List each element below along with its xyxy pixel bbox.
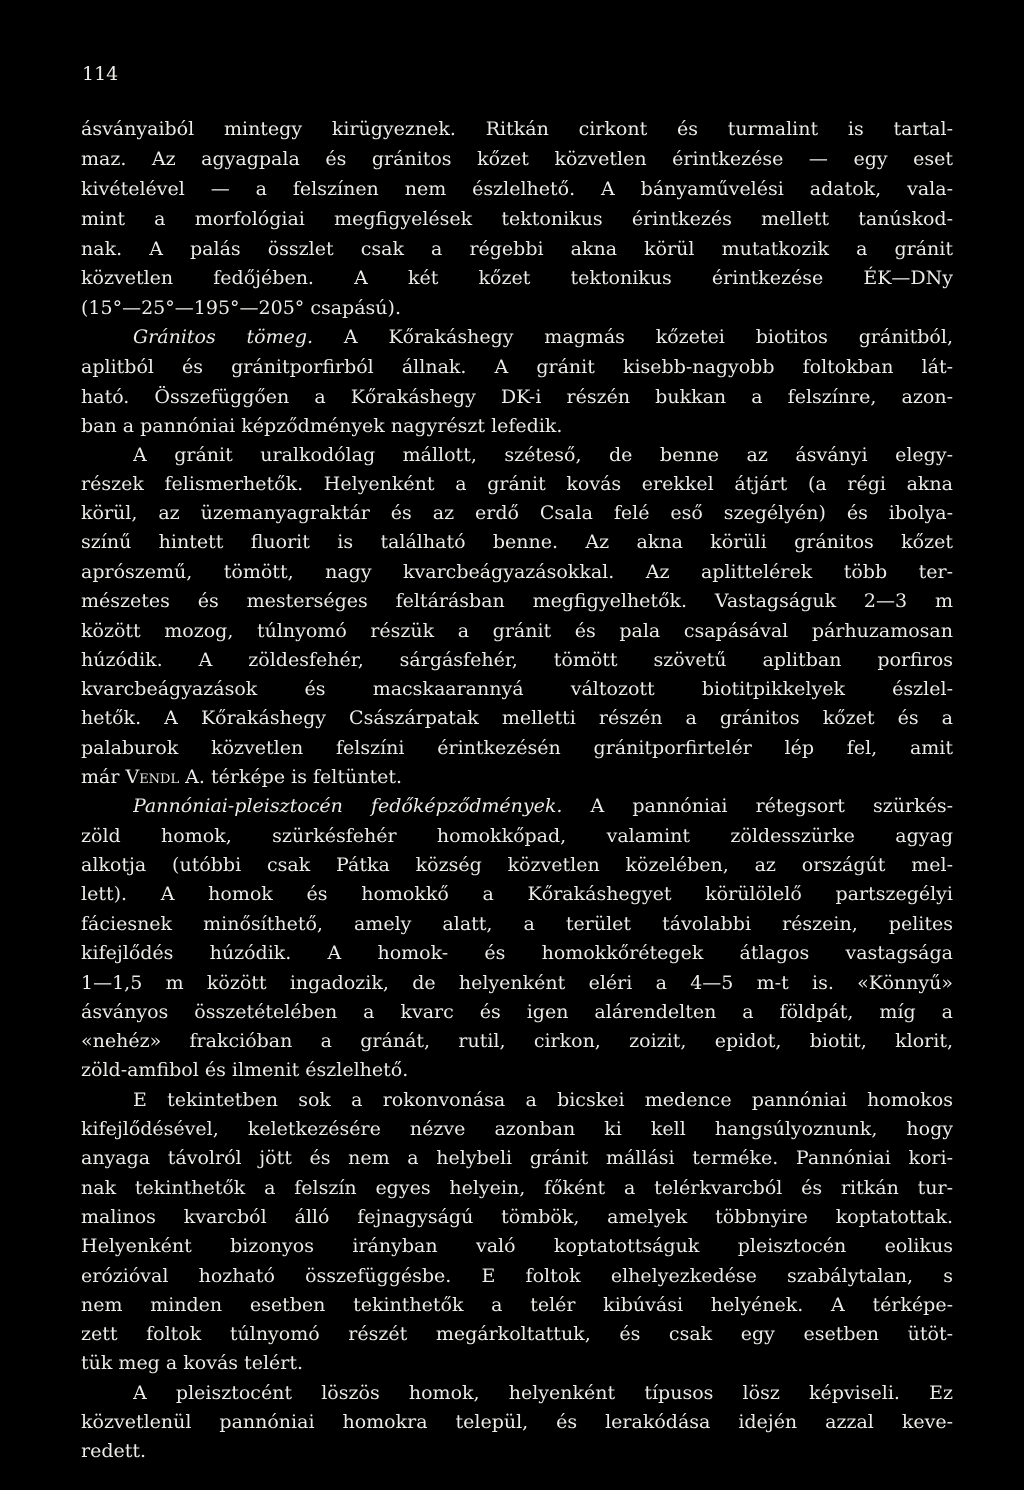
text-line: kifejlődésével, keletkezésére nézve azonban ki kell hangsúlyoznunk, hogy: [81, 1118, 953, 1140]
text-line: színű hintett fluorit is található benne. Az akna körüli gránitos kőzet: [81, 531, 953, 553]
text-line: alkotja (utóbbi csak Pátka község közvetlen közelében, az országút mel-: [81, 854, 953, 876]
text-span: A pannóniai rétegsort szürkés-: [562, 795, 953, 817]
text-span: A Kőrakáshegy magmás kőzetei biotitos gránitból,: [313, 326, 953, 348]
text-line: zöld-amfibol és ilmenit észlelhető.: [81, 1059, 409, 1081]
page-number: 114: [82, 63, 119, 85]
section-heading-pannonian: Pannóniai-pleisztocén fedőképződmények.: [133, 795, 563, 817]
text-line: kifejlődés húzódik. A homok- és homokkőrétegek átlagos vastagsága: [81, 942, 953, 964]
text-line: redett.: [81, 1440, 147, 1462]
text-line: részek felismerhetők. Helyenként a gránit kovás erekkel átjárt (a régi akna: [81, 473, 953, 495]
text-line: zöld homok, szürkésfehér homokkőpad, valamint zöldesszürke agyag: [81, 825, 953, 847]
text-line: aplitból és gránitporfirból állnak. A gránit kisebb-nagyobb foltokban lát-: [81, 356, 953, 378]
text-line: E tekintetben sok a rokonvonása a bicskei medence pannóniai homokos: [133, 1089, 953, 1111]
text-line: ásványaiból mintegy kirügyeznek. Ritkán cirkont és turmalint is tartal-: [81, 118, 953, 140]
text-line: hetők. A Kőrakáshegy Császárpatak melletti részén a gránitos kőzet és a: [81, 707, 953, 729]
text-line: anyaga távolról jött és nem a helybeli gránit mállási terméke. Pannóniai kori-: [81, 1147, 953, 1169]
text-line: ható. Összefüggően a Kőrakáshegy DK-i részén bukkan a felszínre, azon-: [81, 386, 953, 408]
paragraph-pannonian-line: [133, 791, 953, 821]
author-name: Vendl: [125, 766, 180, 788]
text-line: «nehéz» frakcióban a gránát, rutil, cirkon, zoizit, epidot, biotit, klorit,: [81, 1030, 953, 1052]
text-line: közvetlenül pannóniai homokra települ, és lerakódása idején azzal keve-: [81, 1411, 953, 1433]
text-line: nak. A palás összlet csak a régebbi akna körül mutatkozik a gránit: [81, 238, 953, 260]
text-line: maz. Az agyagpala és gránitos kőzet közvetlen érintkezése — egy eset: [81, 148, 953, 170]
text-line: fáciesnek minősíthető, amely alatt, a terület távolabbi részein, pelites: [81, 913, 953, 935]
text-line: (15°—25°—195°—205° csapású).: [81, 297, 401, 319]
text-span: már: [81, 766, 126, 788]
text-line: nem minden esetben tekinthetők a telér kibúvási helyének. A térképe-: [81, 1294, 953, 1316]
text-line: [81, 762, 953, 792]
text-line: A gránit uralkodólag mállott, széteső, de benne az ásványi elegy-: [133, 444, 953, 466]
text-line: palaburok közvetlen felszíni érintkezésén gránitporfirtelér lép fel, amit: [81, 737, 953, 759]
paragraph-granite-line: [133, 322, 953, 352]
section-heading-granite: Gránitos tömeg.: [133, 326, 314, 348]
text-line: körül, az üzemanyagraktár és az erdő Csala felé eső szegélyén) és ibolya-: [81, 502, 953, 524]
text-line: 1—1,5 m között ingadozik, de helyenként eléri a 4—5 m-t is. «Könnyű»: [81, 972, 953, 994]
text-line: kvarcbeágyazások és macskaarannyá változott biotitpikkelyek észlel-: [81, 678, 953, 700]
text-line: aprószemű, tömött, nagy kvarcbeágyazásokkal. Az aplittelérek több ter-: [81, 561, 953, 583]
text-line: malinos kvarcból álló fejnagyságú tömbök, amelyek többnyire koptatottak.: [81, 1206, 953, 1228]
text-line: nak tekinthetők a felszín egyes helyein, főként a telérkvarcból és ritkán tur-: [81, 1177, 953, 1199]
text-line: erózióval hozható összefüggésbe. E foltok elhelyezkedése szabálytalan, s: [81, 1265, 953, 1287]
text-line: zett foltok túlnyomó részét megárkoltattuk, és csak egy esetben ütöt-: [81, 1323, 953, 1345]
text-line: ásványos összetételében a kvarc és igen alárendelten a földpát, míg a: [81, 1001, 953, 1023]
text-line: kivételével — a felszínen nem észlelhető. A bányaművelési adatok, vala-: [81, 178, 953, 200]
text-line: ban a pannóniai képződmények nagyrészt lefedik.: [81, 415, 563, 437]
text-line: húzódik. A zöldesfehér, sárgásfehér, tömött szövetű aplitban porfiros: [81, 649, 953, 671]
text-line: tük meg a kovás telért.: [81, 1352, 304, 1374]
text-line: között mozog, túlnyomó részük a gránit és pala csapásával párhuzamosan: [81, 620, 953, 642]
text-line: közvetlen fedőjében. A két kőzet tektonikus érintkezése ÉK—DNy: [81, 267, 953, 289]
text-line: mint a morfológiai megfigyelések tektonikus érintkezés mellett tanúskod-: [81, 208, 953, 230]
text-line: lett). A homok és homokkő a Kőrakáshegyet körülölelő partszegélyi: [81, 883, 953, 905]
text-line: A pleisztocént löszös homok, helyenként típusos lösz képviseli. Ez: [133, 1382, 953, 1404]
text-line: Helyenként bizonyos irányban való koptatottságuk pleisztocén eolikus: [81, 1235, 953, 1257]
text-line: mészetes és mesterséges feltárásban megfigyelhetők. Vastagságuk 2—3 m: [81, 590, 953, 612]
text-span: A. térképe is feltüntet.: [179, 766, 403, 788]
